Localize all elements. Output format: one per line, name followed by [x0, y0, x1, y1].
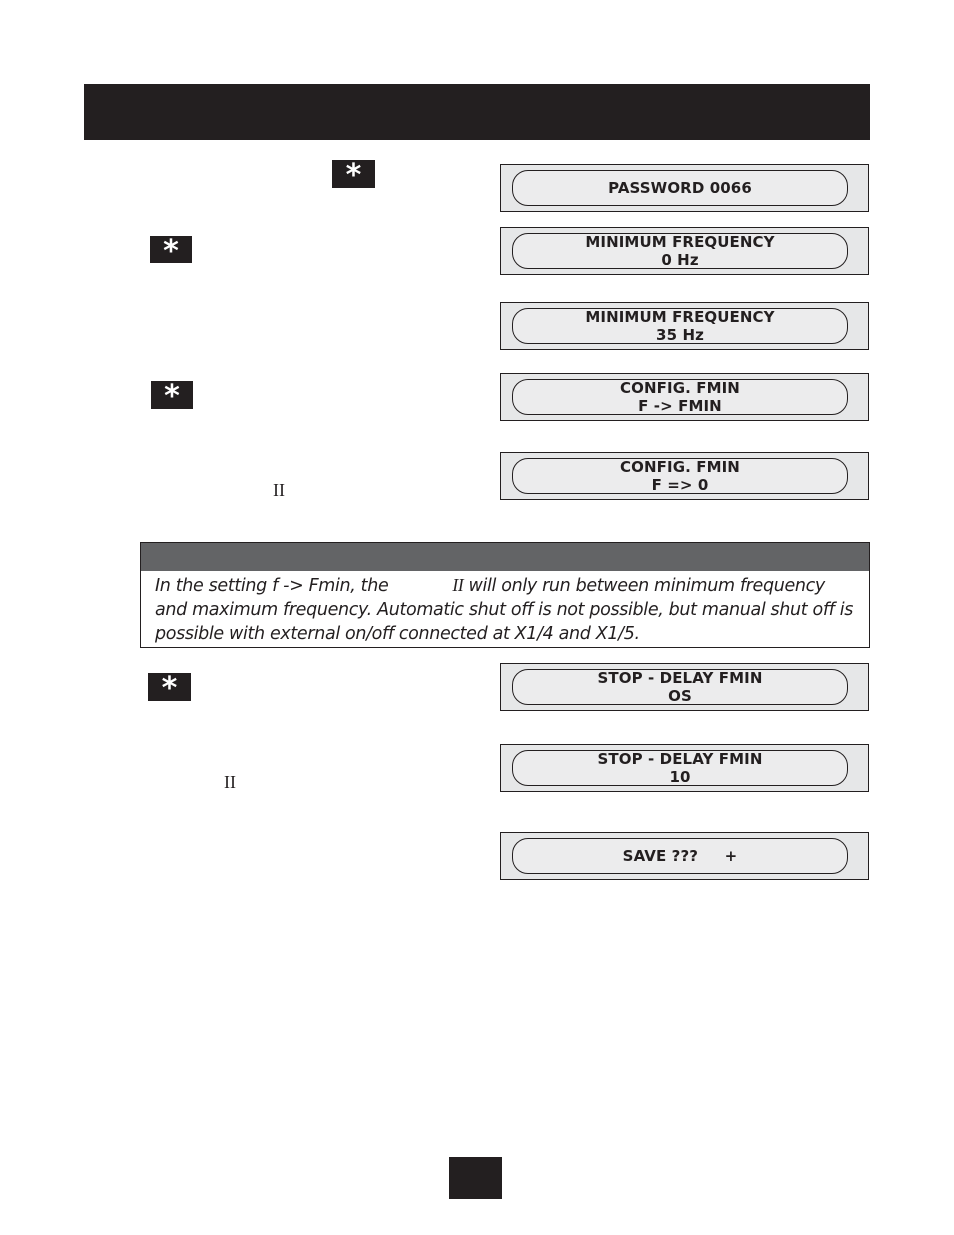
- lcd-line-1: MINIMUM FREQUENCY: [585, 308, 775, 326]
- note-text: [141, 571, 869, 646]
- lcd-line-1: MINIMUM FREQUENCY: [585, 233, 775, 251]
- lcd-display-min-frequency-35: [500, 302, 869, 350]
- lcd-line-2: F => 0: [651, 476, 709, 494]
- note-text-part2: will only run between minimum frequency and maximum frequency. Automatic shut off is not possible, but manual shut off is possible with external on/off connected at X1/4 and X1/5.: [155, 576, 853, 644]
- note-product-suffix: II: [452, 575, 464, 595]
- lcd-line-1: CONFIG. FMIN: [620, 379, 740, 397]
- lcd-display-stop-delay-os: [500, 663, 869, 711]
- note-box: [140, 542, 870, 648]
- lcd-line-1: PASSWORD 0066: [608, 179, 752, 197]
- lcd-display-config-fmin-a: [500, 373, 869, 421]
- lcd-display-save: [500, 832, 869, 880]
- lcd-display-stop-delay-10: [500, 744, 869, 792]
- header-bar: [84, 84, 870, 140]
- lcd-display-config-fmin-b: [500, 452, 869, 500]
- lcd-line-2: F -> FMIN: [638, 397, 722, 415]
- lcd-line-2: 10: [669, 768, 691, 786]
- lcd-display-min-frequency-0: [500, 227, 869, 275]
- lcd-line-1: SAVE ??? +: [622, 847, 738, 865]
- lcd-line-1: STOP - DELAY FMIN: [597, 669, 763, 687]
- lcd-line-2: 0 Hz: [661, 251, 699, 269]
- note-text-part1: In the setting f -> Fmin, the: [155, 576, 389, 596]
- product-suffix: II: [224, 772, 236, 792]
- page-number-tab: [449, 1157, 502, 1199]
- lcd-line-1: CONFIG. FMIN: [620, 458, 740, 476]
- star-key-icon: *: [150, 236, 192, 263]
- star-key-icon: *: [148, 673, 191, 701]
- product-suffix: II: [273, 480, 285, 500]
- star-key-icon: *: [151, 381, 193, 409]
- lcd-line-2: OS: [668, 687, 692, 705]
- lcd-line-2: 35 Hz: [656, 326, 704, 344]
- note-header: [141, 543, 869, 571]
- star-key-icon: *: [332, 160, 375, 188]
- lcd-line-1: STOP - DELAY FMIN: [597, 750, 763, 768]
- lcd-display-password: [500, 164, 869, 212]
